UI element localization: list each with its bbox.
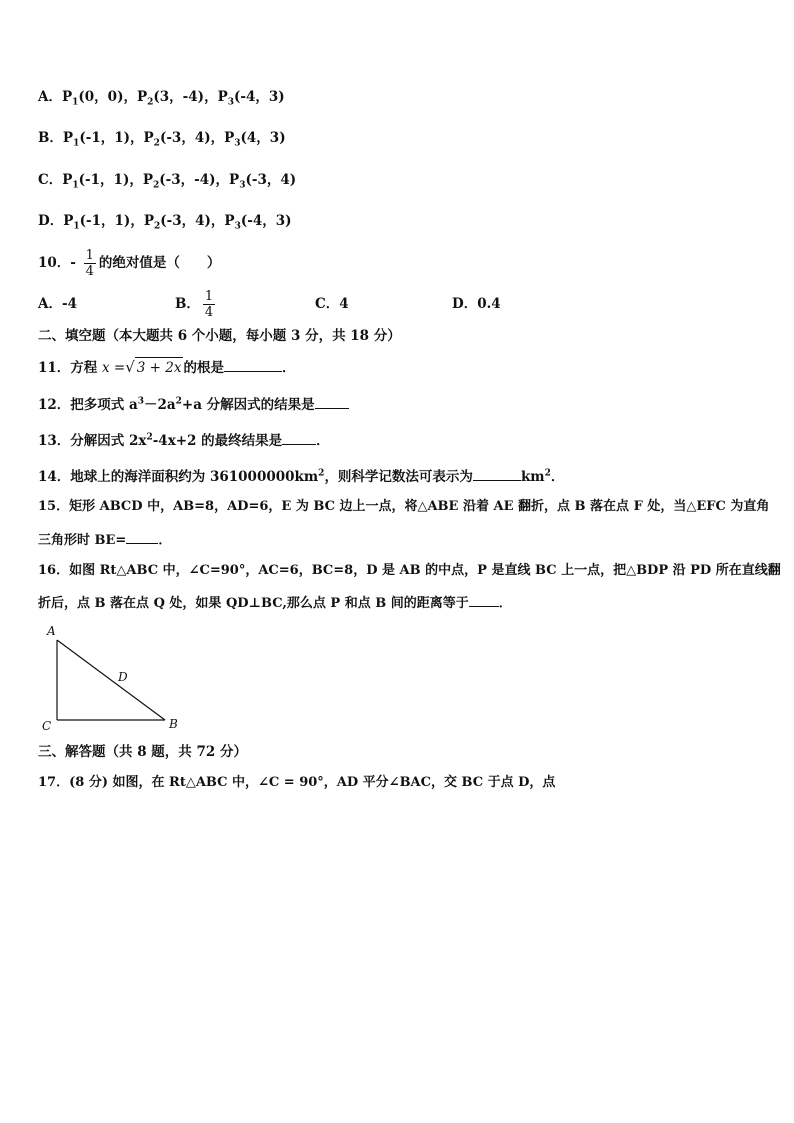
question-text: 13．分解因式 2x xyxy=(38,433,147,449)
answer-blank[interactable] xyxy=(224,357,282,372)
point-coord: (-3，4) xyxy=(159,130,211,146)
option-letter: A． xyxy=(38,89,62,105)
section-heading: 三、解答题（共 8 题，共 72 分） xyxy=(38,744,247,760)
q10-option-b xyxy=(175,286,218,322)
question-text: 11．方程 xyxy=(38,360,98,376)
point-label: P xyxy=(224,213,235,229)
subscript: 2 xyxy=(153,180,160,191)
option-letter: D． xyxy=(38,213,64,229)
point-coord: (4，3) xyxy=(240,130,286,146)
question-text: 14．地球上的海洋面积约为 361000000km xyxy=(38,469,319,485)
point-label: P xyxy=(217,89,228,105)
point-label: P xyxy=(62,172,73,188)
separator: ， xyxy=(215,172,230,188)
answer-blank[interactable] xyxy=(469,592,499,607)
point-label: P xyxy=(143,213,154,229)
superscript: 2 xyxy=(175,396,182,407)
point-coord: (-1，1) xyxy=(78,172,130,188)
option-letter: B． xyxy=(38,130,63,146)
point-label: P xyxy=(63,213,74,229)
point-coord: (3，-4) xyxy=(153,89,205,105)
option-a xyxy=(38,87,285,107)
superscript: 3 xyxy=(137,396,144,407)
option-d xyxy=(38,211,292,231)
option-c xyxy=(38,170,296,190)
answer-blank[interactable] xyxy=(126,529,158,544)
fraction-one-quarter xyxy=(203,289,215,320)
subscript: 3 xyxy=(234,221,241,232)
answer-blank[interactable] xyxy=(315,394,349,409)
point-coord: (-4，3) xyxy=(240,213,292,229)
subscript: 3 xyxy=(227,97,234,108)
option-letter: C． xyxy=(38,172,63,188)
question-end: ． xyxy=(498,596,512,611)
point-label: P xyxy=(62,130,74,146)
question-12 xyxy=(38,394,349,415)
question-16-line-2 xyxy=(38,592,512,614)
question-end: ． xyxy=(550,469,565,485)
point-coord: (-3，-4) xyxy=(159,172,216,188)
question-text: +a 分解因式的结果是 xyxy=(181,397,315,413)
subscript: 3 xyxy=(234,138,241,149)
subscript: 1 xyxy=(72,97,79,108)
fraction-denominator: 4 xyxy=(85,264,94,279)
midpoint-label-d: D xyxy=(118,670,128,684)
answer-blank[interactable] xyxy=(473,466,521,481)
point-coord: (-3，4) xyxy=(245,172,297,188)
point-coord: (-1，1) xyxy=(79,130,131,146)
question-13 xyxy=(38,430,330,451)
question-text: 12．把多项式 a xyxy=(38,397,138,413)
option-letter: B． xyxy=(175,296,200,312)
answer-blank[interactable] xyxy=(282,430,316,445)
question-number: 10．- xyxy=(38,255,76,271)
question-text: 的根是 xyxy=(183,360,224,376)
question-text: 的绝对值是（ ） xyxy=(98,255,221,271)
section-heading: 二、填空题（本大题共 6 个小题，每小题 3 分，共 18 分） xyxy=(38,328,401,344)
unit: km xyxy=(520,469,545,485)
fraction-numerator: 1 xyxy=(204,289,214,304)
question-end: ． xyxy=(316,433,330,449)
separator: ， xyxy=(130,213,144,229)
q10-option-a: A．-4 xyxy=(38,296,77,312)
question-10 xyxy=(38,245,220,281)
radicand: 3 + 2x xyxy=(135,357,184,378)
separator: ， xyxy=(210,130,225,146)
point-label: P xyxy=(61,89,73,105)
point-label: P xyxy=(142,172,153,188)
side-ab xyxy=(57,640,165,720)
vertex-label-b: B xyxy=(169,717,178,731)
question-15-line-2 xyxy=(38,529,171,551)
point-label: P xyxy=(224,130,235,146)
question-end: ． xyxy=(158,533,172,548)
subscript: 2 xyxy=(147,97,154,108)
point-label: P xyxy=(136,89,148,105)
subscript: 2 xyxy=(153,221,161,232)
equation-lhs: x = xyxy=(102,360,126,376)
fraction-numerator: 1 xyxy=(85,248,94,263)
question-15-line-1: 15．矩形 ABCD 中，AB=8，AD=6，E 为 BC 边上一点，将△ABE 沿着 AE 翻折，点 B 落在点 F 处，当△EFC 为直角 xyxy=(38,499,770,514)
question-text: ，则科学记数法可表示为 xyxy=(324,469,473,485)
question-11 xyxy=(38,357,295,378)
separator: ， xyxy=(204,89,218,105)
q10-option-d: D．0.4 xyxy=(452,296,501,312)
point-coord: (-1，1) xyxy=(79,213,131,229)
sqrt-icon: √ xyxy=(125,358,135,376)
q10-option-c: C．4 xyxy=(315,296,349,312)
question-text: －2a xyxy=(144,397,176,413)
point-coord: (0，0) xyxy=(78,89,124,105)
point-coord: (-4，3) xyxy=(233,89,285,105)
vertex-label-c: C xyxy=(42,719,52,733)
vertex-label-a: A xyxy=(47,624,56,638)
point-label: P xyxy=(229,172,240,188)
superscript: 2 xyxy=(318,468,325,479)
question-16-line-1: 16．如图 Rt△ABC 中，∠C=90°，AC=6，BC=8，D 是 AB 的中点，P 是直线 BC 上一点，把△BDP 沿 PD 所在直线翻 xyxy=(38,563,781,578)
subscript: 1 xyxy=(73,221,80,232)
separator: ， xyxy=(130,130,144,146)
subscript: 1 xyxy=(72,180,79,191)
question-text: 折后，点 B 落在点 Q 处，如果 QD⊥BC,那么点 P 和点 B 间的距离等于 xyxy=(38,596,469,611)
point-coord: (-3，4) xyxy=(160,213,211,229)
fraction-denominator: 4 xyxy=(204,305,214,320)
separator: ， xyxy=(123,89,137,105)
option-b xyxy=(38,128,286,148)
point-label: P xyxy=(143,130,154,146)
triangle-figure xyxy=(40,622,190,734)
separator: ， xyxy=(129,172,143,188)
subscript: 2 xyxy=(153,138,160,149)
separator: ， xyxy=(210,213,225,229)
superscript: 2 xyxy=(146,432,153,443)
superscript: 2 xyxy=(544,468,551,479)
subscript: 1 xyxy=(73,138,80,149)
question-end: ． xyxy=(281,360,296,376)
fraction-one-quarter xyxy=(84,248,96,279)
subscript: 3 xyxy=(239,180,246,191)
question-text: 三角形时 BE= xyxy=(38,533,127,548)
question-text: -4x+2 的最终结果是 xyxy=(152,433,283,449)
question-14 xyxy=(38,466,564,487)
question-17: 17．(8 分) 如图，在 Rt△ABC 中，∠C = 90°，AD 平分∠BAC，交 BC 于点 D，点 xyxy=(38,775,556,790)
